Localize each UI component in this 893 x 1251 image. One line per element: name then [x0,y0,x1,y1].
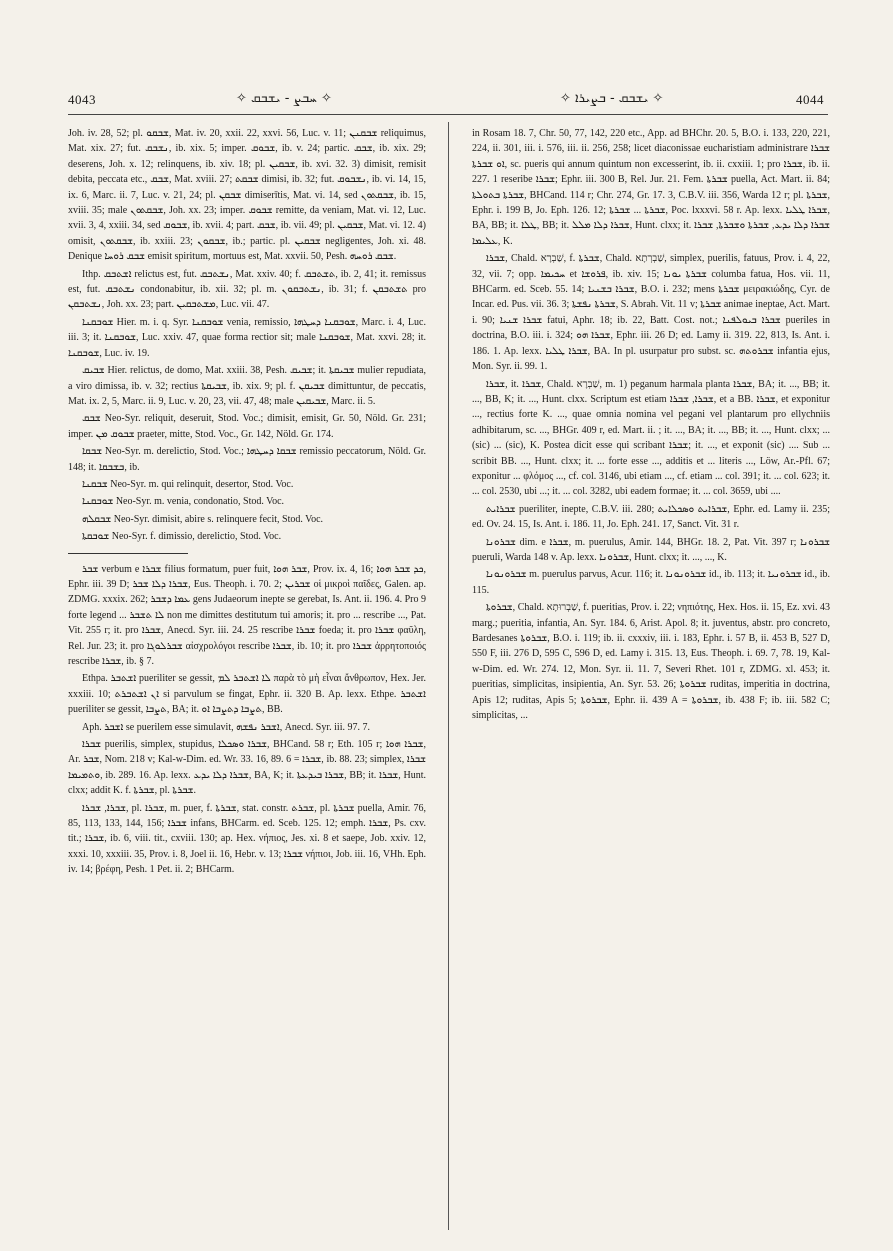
left-column [68,126,426,1226]
entry: ܫܒܝܩ Hier. relictus, de domo, Mat. xxiii. 38, Pesh. ܫܒܝܩ; it. ܫܒܝܩܬܐ mulier repudiata, a viro dimissa, ib. v. 32; rectius ܫܒܝܩܬܐ, ib. xix. 9; pl. f. ܫܒܝܩܢ dimittuntur, de peccatis, Mat. ix. 2, 5, Marc. ii. 9, Luc. v. 20, 23, vii. 47, 48; male ܫܒܝܩܝܢ, Marc. ii. 5. [68,365,426,407]
entry: Ethpa. ܐܫܬܒܪ pueriliter se gessit, ܠܐ ܐܫܬܒܪ ܠܡ παρὰ τὸ μὴ εἶναι ἄνθρωπον, Hex. Jer. xxxiii. 10; ܐܢ ܐܫܬܒܪܬ si parvulum se fingat, Ephr. ii. 320 B. Ap. lexx. Ethpe. ܐܫܬܒܪ pueriliter se gessit, ܬܨܒܐ, BA; it. ܬܨܒܐ ܕܬܨܒܐ ܐܘ, BB. [68,673,426,716]
entry: ܫܘܒܩܬܐ Neo-Syr. f. dimissio, derelictio, Stod. Voc. [82,531,282,543]
entry: ܫܒܩܠܗ Neo-Syr. dimisit, abire s. relinquere fecit, Stod. Voc. [82,513,324,525]
entry: ܫܘܒܩܢܐ Neo-Syr. m. venia, condonatio, Stod. Voc. [82,496,285,508]
entry: ܫܒܪܐܝܬ pueriliter, inepte, C.B.V. iii. 280; ܫܒܪܐܝܬ ܘܣܟܠܐܝܬ, Ephr. ed. Lamy ii. 235; ed. Ov. 24. 15, Is. Ant. i. 186. 11, Jo. Eph. 241. 17, Sanct. Vit. 31 r. [472,503,830,531]
running-head-left: ✧ ܚܒܨ - ܝܫܒܩ ✧ [236,91,332,106]
entry: Ithp. ܐܫܬܒܩ relictus est, fut. ܢܫܬܒܩ, Mat. xxiv. 40; f. ܬܫܬܒܩ, ib. 2, 41; it. remissus est, fut. ܢܫܬܒܩ condonabitur, ib. xii. 32; pl. m. ܢܫܬܒܩܘܢ, ib. 31; f. ܬܫܬܒܩܢ pro ܢܫܬܒܩܢ, Joh. xx. 23; part. ܡܫܬܒܩܝܢ, Luc. vii. 47. [68,268,426,311]
entry: Aph. ܐܫܒܪ se puerilem esse simulavit, ܐܫܒܪ ܢܦܫܗ, Anecd. Syr. iii. 97. 7. [82,721,370,733]
page-header [0,0,893,110]
header-rule [68,114,828,115]
entry: ܫܒܩܢܐ Neo-Syr. m. qui relinquit, desertor, Stod. Voc. [82,478,294,490]
entry: ܫܒܩ Neo-Syr. reliquit, deseruit, Stod. Voc.; dimisit, emisit, Gr. 50, Nöld. Gr. 231; imper. ܫܒܘܩ ܡܢ praeter, mitte, Stod. Voc., Gr. 142, Nöld. Gr. 174. [68,413,426,440]
entry: ܫܘܒܩܢܐ Hier. m. i. q. Syr. ܫܘܒܩܢܐ venia, remissio, ܫܘܒܩܢܐ ܕܚܛܗܐ, Marc. i. 4, Luc. iii. 3; it. ܫܘܒܩܢܐ, Luc. xxiv. 47, quae forma rectior sit; male ܫܘܒܩܢܐ, Mat. xxvi. 28; it. ܫܘܒܩܢܐ, Luc. iv. 19. [68,316,426,359]
entry: in Rosam 18. 7, Chr. 50, 77, 142, 220 etc., App. ad BHChr. 20. 5, B.O. i. 133, 220, 221, 224, ii. 301, iii. i. 576, iii. ii. 256, 258; licet diaconissae eucharistiam administrare ܫܒܪܐ ܐܘ ܫܒܪܬܐ, sc. pueris qui annum quintum non excesserint, ib. ii. cxxiii. 1; pro ܫܒܪܐ, ib. ii. 227. 1 reseribe ܫܒܪܐ; Ephr. iii. 300 B, Rel. Jur. 21. Fem. ܫܒܪܬܐ puella, Act. Mart. ii. 84; ܫܒܪܬܐ ܒܬܘܠܬܐ, BHCand. 114 r; Chr. 274, Gr. 17. 3, C.B.V. iii. 356, Warda 12 r; pl. ܫܒܪܬܐ, Ephr. i. 199 B, Jo. Eph. 126. 12; ܫܒܪܬܐ ... ܫܒܪܬܐ, Poc. lxxxvi. 58 r. Ap. lexx. ܫܒܪܐ ܛܠܝܐ, BA, BB; it. ܛܠܐ, BB; it. ܫܒܪܐ ܕܠܐ ܡܠܠ, Hunt. clxx; it. ܫܒܪܐ ܕܠܐ ܝܕܥ, ܫܒܪܬܐ ܘܫܒܪܬܐ, ܫܒܪܐ ܥܠܝܡܐ, K. [472,128,830,247]
entry: ܫܒܪܘܬܐ, Chald. שַׁבְרוּתָא, f. pueritias, Prov. i. 22; νηπιότης, Hex. Hos. ii. 15, Ez. xvi. 43 marg.; pueritia, infantia, An. Syr. 184. 6, Arist. Apol. 8; it. juventus, abstr. pro concreto, Bardesanes ܫܒܪܘܬܐ, B.O. i. 119; ib. ii. cxxxiv, iii. i. 183, Ephr. i. 57 B, ii. 453 B, 527 D, 550 F, iii. 276 D, 595 C, 596 D, ed. Lamy i. 315. 13, Eus. Theoph. i. 69. 7, 78. 19, Kal-w-Dim. ed. Wr. 274. 12, Mon. Syr. ii. 11. 7, Severi Rhet. 101 r, ZDMG. xl. 453; it. pueritias, simplicitas, insipientia, An. Syr. 53. 26; ܫܒܪܘܬܐ ruditas, imperitia in doctrina, Apis 12; ruditas, Apis 5; ܫܒܪܘܬܐ, Ephr. ii. 439 A = ܫܒܪܘܬܐ, ib. 438 F; ib. iii. 582 C; simplicitas, ... [472,602,830,722]
entry: ܫܒܪܐ, ܫܒܪܐ, pl. ܫܒܪܐ, m. puer, f. ܫܒܪܬܐ, stat. constr. ܫܒܪܬ, pl. ܫܒܪܬܐ puella, Amir. 76, 85, 113, 133, 144, 156; ܫܒܪܐ infans, BHCarm. ed. Sceb. 125. 12; emph. ܫܒܪܐ, Ps. cxv. tit.; ܫܒܪܐ, ib. 6, viii. tit., cxviii. 130; ap. Hex. νήπιος, Jes. xi. 8 et saepe, Job. xxiv. 12, xxxi. 10, xxxiii. 35, Prov. i. 8, Joel ii. 16, Hebr. v. 13; ܫܒܪܐ νήπιοι, Job. iii. 16, VHh. Eph. iv. 14; βρέφη, Pesh. 1 Pet. ii. 2; BHCarm. [68,802,426,876]
page-number-right: 4044 [796,92,824,107]
entry: ܫܒܪܘܢܘܢܐ m. puerulus parvus, Acur. 116; it. ܫܒܪܘܢܘܢܐ id., ib. 113; it. ܫܒܪܘܢܝܐ id., ib. 115. [472,569,830,596]
entry: ܫܒܪܐ, Chald. שַׁבְרָא, f. ܫܒܪܬܐ, Chald. שַׁבְרְתָא, simplex, puerilis, fatuus, Prov. i. 4, 22, 32, vii. 7; opp. ܚܟܝܡܐ et ܦܪܘܫܐ, ib. xiv. 15; ܫܒܪܬܐ ܝܘܢܐ columba fatua, Hos. vii. 11, BHCarm. ed. Sceb. 55. 14; ܫܒܪܐ ܒܫܢܝܐ, B.O. i. 232; mens ܫܒܪܬܐ μειρακιώδης, Cyr. de Incar. ed. Pus. vii. 36. 3; ܫܒܪܬܐ ܢܦܫܬܐ, S. Abrah. Vit. 11 v; ܫܒܪܬܐ animae ineptae, Act. Mart. i. 90; ܫܒܪܐ ܫܢܝܐ fatui, Aphr. 18; ib. 22, Batt. Cost. not.; ܫܒܪܐ ܒܝܘܠܦܢܐ pueriles in doctrina, B.O. iii. i. 324; ܫܒܪܐ ܗܘ, Ephr. iii. 26 D; ed. Lamy ii. 319. 22, 813, Is. Ant. i. 186. 1. Ap. lexx. ܫܒܪܐ ܛܠܝܐ, BA. In pl. usurpatur pro subst. sc. ܫܒܪܘܬܗ infantia ejus, Mon. Syr. ii. 99. 1. [472,253,830,373]
entry: ܫܒܪܐ, it. ܫܒܪܐ, Chald. שַׁבְרָא, m. 1) peganum harmala planta ܫܒܪܐ, BA; it. ..., BB; it. ..., BB, K; it. ..., Hunt. clxx. Scriptum est etiam ܫܒܪܐ, ܫܒܪܐ, et a BB. ܫܒܪܐ, et exponitur ..., rectius forte K. ..., quae omnia nomina vel pegani vel plantarum pro ellychniis adhibitarum, sc. ..., BHGr. 409 r, ed. Mart. ii. ; it. ..., BA; it. ..., BB; it. ..., Hunt. clxx; ... (sic) ... (sic), K. Postea dicit esse qui scribant ܫܒܪܐ; it. ..., et exponit (sic) .... Sub ... scribit BB. ..., Hunt. clxx; it. ... forte esse ..., additis et ... literis ..., Löw, Ar.-Pfl. 67; exponitur ... φλόμος ..., cf. col. 3146, ubi etiam ..., cf. etiam ... col. 391; it. ... col. 623; it. ... col. 2530, ubi ...; it. ... col. 3282, ubi eadem formae; it. ... col. 3659, ubi .... [472,378,830,498]
entry: ܫܒܪܘܢܐ dim. e ܫܒܪܐ, m. puerulus, Amir. 144, BHGr. 18. 2, Pat. Vit. 397 r; ܫܒܪܘܢܐ pueruli, Warda 148 v. Ap. lexx. ܫܒܪܘܢܐ, Hunt. clxx; it. ..., ..., K. [472,536,830,563]
column-divider [448,122,449,1230]
running-head-right: ✧ ܝܫܒܩ - ܒܨܝܪܐ ✧ [560,91,664,106]
right-column [472,126,830,1226]
entry: ܫܒܪ verbum e ܫܒܪܐ filius formatum, puer fuit, ܫܒܪ ܗܘܐ, Prov. ix. 4, 16; ܟܕ ܫܒܪ ܗܘܐ, Ephr. iii. 39 D; ܫܒܪܐ ܕܠܐ ܫܒܪ, Eus. Theoph. i. 70. 2; ܫܒܪܝܢ οἱ μικροὶ παῖδες, Galen. ap. ZDMG. xxxix. 262; ܥܡܐ ܕܫܒܪ gens Judaeorum inepte se gerebat, Is. Ant. ii. 196. 4. Pro 9 forte legend ... ܠܐ ܬܫܒܪ non me dimittes destitutum tui amoris; it. pro ... rescribe ..., Pat. Vit. 255 r; it. pro ܫܒܪܐ, Anecd. Syr. iii. 24. 25 rescribe ܫܒܪܐ foeda; it. pro ܫܒܪܐ φαῦλη, Rel. Jur. 23; it. pro ܫܒܪܠܘܓܐ αἰσχρολόγοι rescribe ܫܒܪܐ, ib. 10; it. pro ܫܒܪܐ ἀρρητοποιός rescribe ܫܒܪܐ, ib. § 7. [68,563,426,667]
entry: ܫܒܩܐ Neo-Syr. m. derelictio, Stod. Voc.; ܫܒܩܐ ܕܚܛܗܐ remissio peccatorum, Nöld. Gr. 148; it. ܒܫܒܩܐ, ib. [68,446,426,473]
entry: ܫܒܪܐ puerilis, simplex, stupidus, ܫܒܪܐ ܘܣܟܠܐ, BHCand. 58 r; Eth. 105 r; ܫܒܪܐ ܗܘܐ, Ar. ܫܒܪ, Nom. 218 v; Kal-w-Dim. ed. Wr. 33. 16, 89. 6 = ܫܒܪܐ, ib. 88. 23; simplex, ܫܒܪܐ ܘܬܡܝܡܐ, ib. 289. 16. Ap. lexx. ܫܒܪܐ ܕܠܐ ܝܕܥ, BA, K; it. ܫܒܪܐ ܒܝܕܥܬܐ, BB; it. ܫܒܪܐ, Hunt. clxx; addit K. f. ܫܒܪܬܐ, pl. ܫܒܪܬܐ. [68,739,426,797]
section-separator [68,553,188,554]
entry: Joh. iv. 28, 52; pl. ܫܒܩܘ, Mat. iv. 20, xxii. 22, xxvi. 56, Luc. v. 11; ܫܒܩܢܢ reliquimus, Mat. xix. 27; fut. ܢܫܒܩ, ib. xix. 5; imper. ܫܒܘܩ, ib. v. 24; partic. ܫܒܩ, ib. xix. 29; deserens, Joh. x. 12; relinquens, ib. xiv. 18; pl. ܫܒܩܝܢ, ib. xvi. 32. 3) dimisit, remisit debita, peccata etc., ܫܒܩ, Mat. xviii. 27; ܫܒܩܬ dimisi, ib. 32; fut. ܢܫܒܘܩ, ib. vi. 14, 15, ix. 6, Marc. ii. 7, Luc. v. 21, 24; pl. ܫܒܩܢ dimiserītis, Mat. vi. 14, sed ܫܒܩܬܘܢ, ib. 15, xviii. 35; male ܫܒܩܬܘܢ, Joh. xx. 23; imper. ܫܒܘܩ remitte, da veniam, Mat. vi. 12, Luc. xvii. 3, 4, xxiii. 34, sed ܫܒܘܩ, ib. xvii. 4; part. ܫܒܩ, ib. vii. 49; pl. ܫܒܩܝܢ, Mat. vi. 12. 4) omisit, ܫܒܩܬܘܢ, ib. xxiii. 23; ܫܒܩܘܢ, ib.; partic. pl. ܫܒܩܝܢ negligentes, Joh. xi. 48. Denique ܫܒܩ ܪܘܚܐ emisit spiritum, mortuus est, Mat. xxvii. 50, Pesh. ܫܒܩ ܪܘܚܗ. [68,128,426,263]
page-number-left: 4043 [68,92,96,107]
